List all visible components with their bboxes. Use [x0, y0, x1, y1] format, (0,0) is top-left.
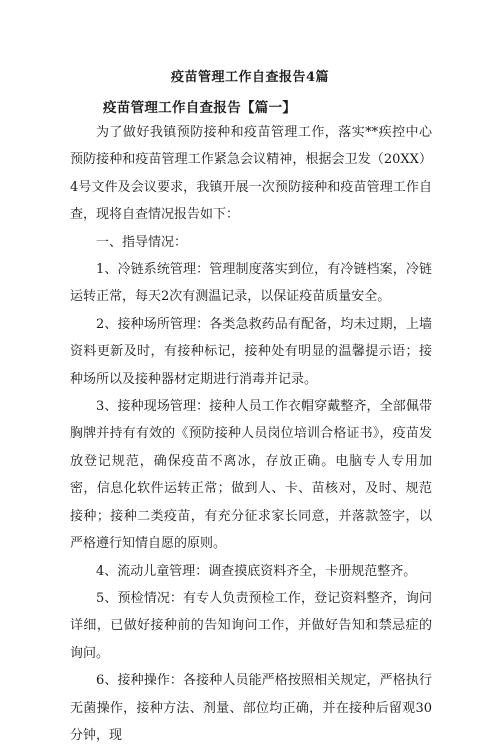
- document-title: 疫苗管理工作自查报告4篇: [170, 70, 330, 85]
- paragraph-cold-chain: 1、冷链系统管理：管理制度落实到位，有冷链档案，冷链运转正常，每天2次有测温记录，以保证疫苗质量安全。: [70, 262, 432, 305]
- document-body: [70, 119, 432, 749]
- intro-paragraph: 为了做好我镇预防接种和疫苗管理工作，落实**疾控中心预防接种和疫苗管理工作紧急会议精神，根据会卫发（20XX）4号文件及会议要求，我镇开展一次预防接种和疫苗管理工作自查，现将自查情况报告如下：: [70, 125, 432, 223]
- paragraph-mobile-children: 4、流动儿童管理：调查摸底资料齐全，卡册规范整齐。: [96, 563, 417, 579]
- paragraph-pre-check: 5、预检情况：有专人负责预检工作，登记资料整齐，询问详细，已做好接种前的告知询问工作，并做好告知和禁忌症的询问。: [70, 590, 432, 661]
- paragraph-vaccination-operation: 6、接种操作：各接种人员能严格按照相关规定，严格执行无菌操作，接种方法、剂量、部位均正确，并在接种后留观30分钟，现: [70, 673, 432, 743]
- section-heading: 疫苗管理工作自查报告【篇一】: [103, 100, 297, 116]
- guidance-heading: 一、指导情况：: [96, 234, 188, 250]
- paragraph-site-management: 2、接种场所管理：各类急救药品有配备，均未过期，上墙资料更新及时，有接种标记，接种处有明显的温馨提示语；接种场所以及接种器材定期进行消毒并记录。: [70, 316, 432, 387]
- paragraph-onsite-management: 3、接种现场管理：接种人员工作衣帽穿戴整齐，全部佩带胸牌并持有有效的《预防接种人员岗位培训合格证书》，疫苗发放登记规范，确保疫苗不离冰，存放正确。电脑专人专用加密，信息化软件运转正常；做到人、卡、苗核对，及时、规范接种；接种二类疫苗，有充分征求家长同意，并落款签字，以严格遵行知情自愿的原则。: [70, 399, 432, 552]
